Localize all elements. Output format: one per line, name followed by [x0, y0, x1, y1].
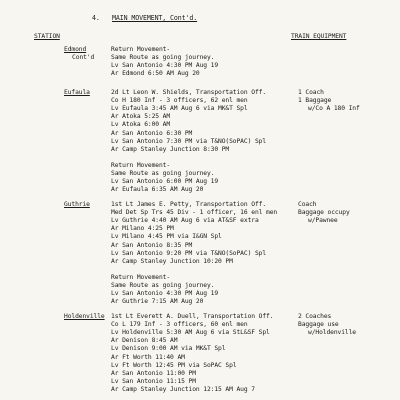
- movement-line: Co L 179 Inf - 3 officers, 60 enl men: [111, 321, 248, 329]
- equipment-line: 1 Coach: [298, 89, 324, 96]
- movement-line: Lv Guthrie 4:40 AM Aug 6 via AT&SF extra: [111, 217, 259, 225]
- equipment-column-header: TRAIN EQUIPMENT: [291, 33, 347, 40]
- movement-line: Same Route as going journey.: [111, 54, 215, 62]
- movement-line: Lv Ft Worth 12:45 PM via SoPAC Spl: [111, 361, 237, 369]
- movement-line: Lv San Antonio 11:15 PM: [111, 377, 196, 385]
- movement-line: 1st Lt James E. Petty, Transportation Off.: [111, 201, 267, 208]
- movement-line: Lv San Antonio 4:30 PM Aug 19: [111, 290, 219, 298]
- movement-line: Return Movement-: [111, 273, 171, 281]
- section-number: 4.: [92, 14, 100, 22]
- movement-line: Ar Camp Stanley Junction 8:30 PM: [111, 145, 230, 153]
- movement-line: 2d Lt Leon W. Shields, Transportation Off.: [111, 89, 267, 96]
- movement-line: Lv Atoka 6:00 AM: [111, 121, 171, 129]
- movement-line: Ar Milano 4:25 PM: [111, 225, 174, 233]
- equipment-line: Coach: [298, 201, 317, 208]
- movement-line: Lv Holdenville 5:30 AM Aug 6 via StL&SF Spl: [111, 329, 270, 337]
- movement-line: Lv San Antonio 6:00 PM Aug 19: [111, 178, 219, 186]
- movement-line: Ar San Antonio 8:35 PM: [111, 241, 193, 249]
- movement-line: Lv Denison 9:00 AM via MK&T Spl: [111, 345, 226, 353]
- station-name: Guthrie: [64, 201, 90, 208]
- station-name: Edmond: [64, 46, 87, 53]
- movement-line: Ar Ft Worth 11:40 AM: [111, 353, 185, 361]
- movement-line: Med Det Sp Trs 45 Div - 1 officer, 16 enl men: [111, 209, 278, 217]
- movement-line: Co H 180 Inf - 3 officers, 62 enl men: [111, 97, 248, 105]
- movement-line: Ar Eufaula 6:35 AM Aug 20: [111, 186, 204, 194]
- movement-line: Return Movement-: [111, 46, 171, 53]
- equipment-line: 1 Baggage: [298, 97, 332, 105]
- equipment-line: w/Co A 180 Inf: [308, 105, 360, 113]
- movement-line: Lv San Antonio 4:30 PM Aug 19: [111, 62, 219, 70]
- movement-line: Ar Guthrie 7:15 AM Aug 20: [111, 298, 204, 306]
- movement-line: Return Movement-: [111, 161, 171, 169]
- movement-line: Lv Milano 4:45 PM via I&GN Spl: [111, 233, 222, 241]
- movement-line: Lv Eufaula 3:45 AM Aug 6 via MK&T Spl: [111, 105, 248, 113]
- movement-line: 1st Lt Everett A. Duell, Transportation Off.: [111, 313, 274, 320]
- station-name: Eufaula: [64, 89, 90, 96]
- movement-line: Ar Denison 8:45 AM: [111, 337, 178, 345]
- movement-line: Same Route as going journey.: [111, 170, 215, 177]
- equipment-line: w/Holdenville: [308, 329, 356, 337]
- movement-line: Lv San Antonio 7:30 PM via T&NO(SoPAC) Spl: [111, 137, 267, 145]
- movement-line: Ar Camp Stanley Junction 12:15 AM Aug 7: [111, 385, 255, 393]
- section-title: MAIN MOVEMENT, Cont'd.: [112, 14, 198, 22]
- station-column-header: STATION: [34, 33, 60, 40]
- equipment-line: Baggage use: [298, 321, 339, 329]
- equipment-line: w/Pawnee: [308, 217, 338, 225]
- equipment-line: Baggage occupy: [298, 209, 350, 217]
- movement-line: Ar Camp Stanley Junction 10:20 PM: [111, 257, 233, 265]
- movement-line: Ar Atoka 5:25 AM: [111, 113, 171, 121]
- station-name: Holdenville: [64, 313, 105, 320]
- movement-line: Ar San Antonio 11:00 PM: [111, 369, 196, 377]
- equipment-line: 2 Coaches: [298, 313, 332, 320]
- movement-line: Ar Edmond 6:50 AM Aug 20: [111, 70, 200, 78]
- station-note: Cont'd: [72, 54, 95, 62]
- movement-line: Lv San Antonio 9:20 PM via T&NO(SoPAC) Spl: [111, 249, 267, 257]
- movement-line: Same Route as going journey.: [111, 282, 215, 289]
- movement-line: Ar San Antonio 6:30 PM: [111, 129, 193, 137]
